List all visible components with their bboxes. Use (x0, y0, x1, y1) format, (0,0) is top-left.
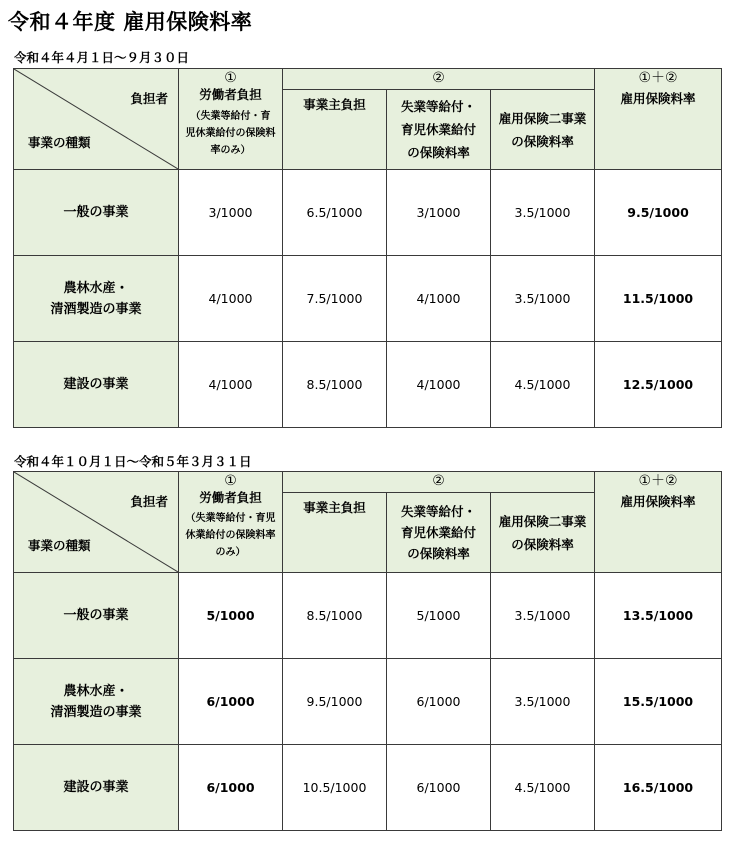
diagonal-line (14, 69, 178, 169)
circle-one-mark: ① (224, 70, 237, 86)
employer-burden-header (283, 493, 387, 573)
rate-table-2 (13, 471, 722, 831)
employer-burden-header (283, 90, 387, 170)
employer-rate-cell: 8.5/1000 (283, 573, 387, 659)
worker-rate-cell: 3/1000 (179, 170, 283, 256)
business-type-label: 事業の種類 (28, 538, 91, 553)
total-rate-label: 雇用保険料率 (620, 91, 696, 106)
unemployment-rate-cell: 6/1000 (387, 745, 491, 831)
employer-rate-cell: 9.5/1000 (283, 659, 387, 745)
total-rate-header (595, 69, 722, 170)
employer-rate-cell: 6.5/1000 (283, 170, 387, 256)
total-rate-cell: 12.5/1000 (595, 342, 722, 428)
two-projects-rate-cell: 3.5/1000 (491, 170, 595, 256)
worker-rate-cell: 4/1000 (179, 342, 283, 428)
two-projects-rate-cell: 4.5/1000 (491, 745, 595, 831)
worker-rate-cell: 6/1000 (179, 659, 283, 745)
total-rate-header (595, 472, 722, 573)
worker-burden-note: （失業等給付・育児 休業給付の保険料率 のみ） (185, 513, 276, 558)
worker-burden-label: 労働者負担 (199, 87, 262, 102)
unemployment-rate-cell: 3/1000 (387, 170, 491, 256)
business-type-cell: 一般の事業 (14, 573, 179, 659)
unemployment-rate-cell: 4/1000 (387, 256, 491, 342)
two-projects-rate-cell: 3.5/1000 (491, 573, 595, 659)
burden-label: 負担者 (130, 494, 168, 509)
table-row (14, 256, 722, 342)
unemployment-rate-header: 失業等給付・ 育児休業給付 の保険料率 (387, 90, 491, 170)
circle-sum-mark: ①＋② (638, 70, 678, 86)
business-type-cell: 一般の事業 (14, 170, 179, 256)
unemployment-rate-cell: 5/1000 (387, 573, 491, 659)
period-label-2: 令和４年１０月１日～令和５年３月３１日 (14, 454, 252, 469)
total-rate-cell: 13.5/1000 (595, 573, 722, 659)
burden-label: 負担者 (130, 91, 168, 106)
total-rate-label: 雇用保険料率 (620, 494, 696, 509)
total-rate-cell: 9.5/1000 (595, 170, 722, 256)
corner-header (14, 69, 179, 170)
employer-burden-label: 事業主負担 (303, 97, 366, 112)
two-projects-rate-header: 雇用保険二事業 の保険料率 (491, 90, 595, 170)
two-projects-rate-header: 雇用保険二事業 の保険料率 (491, 493, 595, 573)
business-type-cell: 農林水産・ 清酒製造の事業 (14, 256, 179, 342)
circle-one-mark: ① (224, 473, 237, 489)
table-row (14, 573, 722, 659)
table-row (14, 342, 722, 428)
worker-rate-cell: 6/1000 (179, 745, 283, 831)
total-rate-cell: 11.5/1000 (595, 256, 722, 342)
diagonal-line (14, 472, 178, 572)
employer-rate-cell: 10.5/1000 (283, 745, 387, 831)
worker-rate-cell: 4/1000 (179, 256, 283, 342)
corner-header (14, 472, 179, 573)
worker-burden-header (179, 69, 283, 170)
total-rate-cell: 15.5/1000 (595, 659, 722, 745)
period-label-1: 令和４年４月１日～９月３０日 (14, 50, 190, 65)
business-type-label: 事業の種類 (28, 135, 91, 150)
employer-group-header (283, 69, 595, 90)
employer-rate-cell: 7.5/1000 (283, 256, 387, 342)
circle-sum-mark: ①＋② (638, 473, 678, 489)
page-title: 令和４年度 雇用保険料率 (8, 10, 253, 34)
unemployment-rate-header: 失業等給付・ 育児休業給付 の保険料率 (387, 493, 491, 573)
two-projects-rate-cell: 3.5/1000 (491, 659, 595, 745)
circle-two-mark: ② (432, 473, 445, 489)
business-type-cell: 農林水産・ 清酒製造の事業 (14, 659, 179, 745)
worker-burden-header (179, 472, 283, 573)
two-projects-rate-cell: 3.5/1000 (491, 256, 595, 342)
worker-burden-note: （失業等給付・育 児休業給付の保険料 率のみ） (185, 111, 276, 156)
table-row (14, 659, 722, 745)
employer-burden-label: 事業主負担 (303, 500, 366, 515)
unemployment-rate-cell: 4/1000 (387, 342, 491, 428)
worker-burden-label: 労働者負担 (199, 490, 262, 505)
total-rate-cell: 16.5/1000 (595, 745, 722, 831)
business-type-cell: 建設の事業 (14, 342, 179, 428)
business-type-cell: 建設の事業 (14, 745, 179, 831)
rate-table-1 (13, 68, 722, 428)
worker-rate-cell: 5/1000 (179, 573, 283, 659)
employer-group-header (283, 472, 595, 493)
table-row (14, 170, 722, 256)
table-row (14, 745, 722, 831)
unemployment-rate-cell: 6/1000 (387, 659, 491, 745)
circle-two-mark: ② (432, 70, 445, 86)
two-projects-rate-cell: 4.5/1000 (491, 342, 595, 428)
employer-rate-cell: 8.5/1000 (283, 342, 387, 428)
